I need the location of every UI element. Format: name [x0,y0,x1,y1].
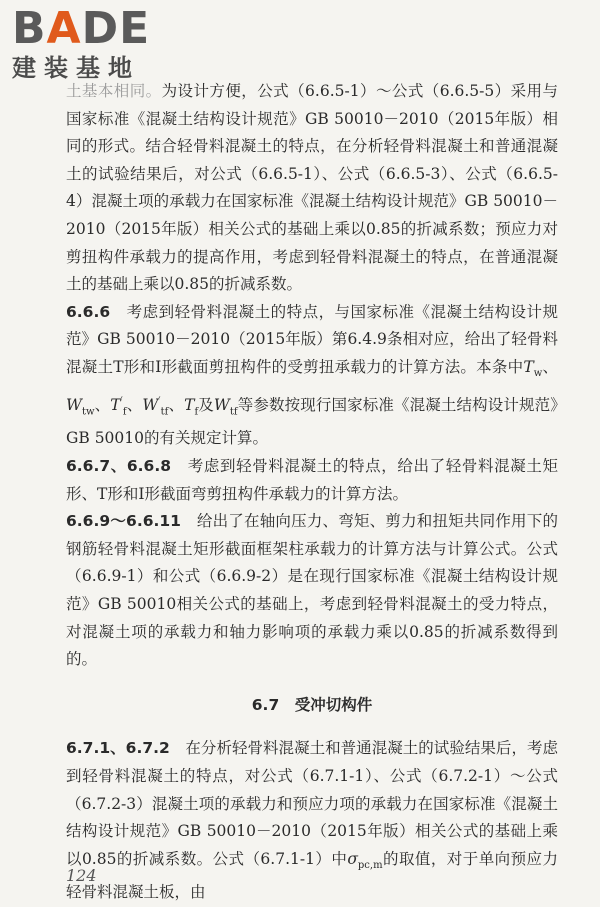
paragraph-6-7-1: 6.7.1、6.7.2 在分析轻骨料混凝土和普通混凝土的试验结果后，考虑到轻骨料混凝土的特点，对公式（6.7.1-1）、公式（6.7.2-1）～公式（6.7.2-3）混凝土项的承载力和预应力项的承载力在国家标准《混凝土结构设计规范》GB 50010－2010（2015年版）相关公式的基础上乘以0.85的折减系数。公式（6.7.1-1）中$\sigma_{pc,m}$的取值，对于单向预应力轻骨料混凝土板，由 [66,739,558,902]
paragraph-6-6-7: 6.6.7、6.6.8 考虑到轻骨料混凝土的特点，给出了轻骨料混凝土矩形、T形和I形截面弯剪扭构件承载力的计算方法。 [66,457,558,503]
logo [12,3,151,82]
page-number: 124 [66,866,97,885]
section-title: 6.7 受冲切构件 [251,695,373,714]
clause-number: 6.6.6 [66,302,111,321]
logo-chinese: 建装基地 [12,54,140,82]
document-body [66,78,558,907]
clause-number: 6.7.1、6.7.2 [66,739,170,758]
paragraph-intro: 土基本相同。为设计方便，公式（6.6.5-1）～公式（6.6.5-5）采用与国家标准《混凝土结构设计规范》GB 50010－2010（2015年版）相同的形式。结合轻骨料混凝土的特点，在分析轻骨料混凝土和普通混凝土的试验结果后，对公式（6.6.5-1）、公式（6.6.5-3）、公式（6.6.5-4）混凝土项的承载力在国家标准《混凝土结构设计规范》GB 50010－2010（2015年版）相关公式的基础上乘以0.85的折减系数；预应力对剪扭构件承载力的提高作用，考虑到轻骨料混凝土的特点，在普通混凝土的基础上乘以0.85的折减系数。 [66,82,558,294]
clause-number: 6.6.7、6.6.8 [66,457,172,476]
paragraph-6-6-9: 6.6.9～6.6.11 给出了在轴向压力、弯矩、剪力和扭矩共同作用下的钢筋轻骨料混凝土矩形截面框架柱承载力的计算方法与计算公式。公式（6.6.9-1）和公式（6.6.9-2）是在现行国家标准《混凝土结构设计规范》GB 50010相关公式的基础上，考虑到轻骨料混凝土的受力特点，对混凝土项的承载力和轴力影响项的承载力乘以0.85的折减系数得到的。 [66,512,558,669]
clause-number: 6.6.9～6.6.11 [66,512,181,531]
logo-wordmark: BADE [12,3,151,54]
paragraph-6-6-6: 6.6.6 考虑到轻骨料混凝土的特点，与国家标准《混凝土结构设计规范》GB 50010－2010（2015年版）第6.4.9条相对应，给出了轻骨料混凝土T形和I形截面剪扭构件的受剪扭承载力的计算方法。本条中$T_w$、$W_{tw}$、$T'_f$、$W'_{tf}$、$T_f$及$W_{tf}$等参数按现行国家标准《混凝土结构设计规范》GB 50010的有关规定计算。 [66,302,558,448]
